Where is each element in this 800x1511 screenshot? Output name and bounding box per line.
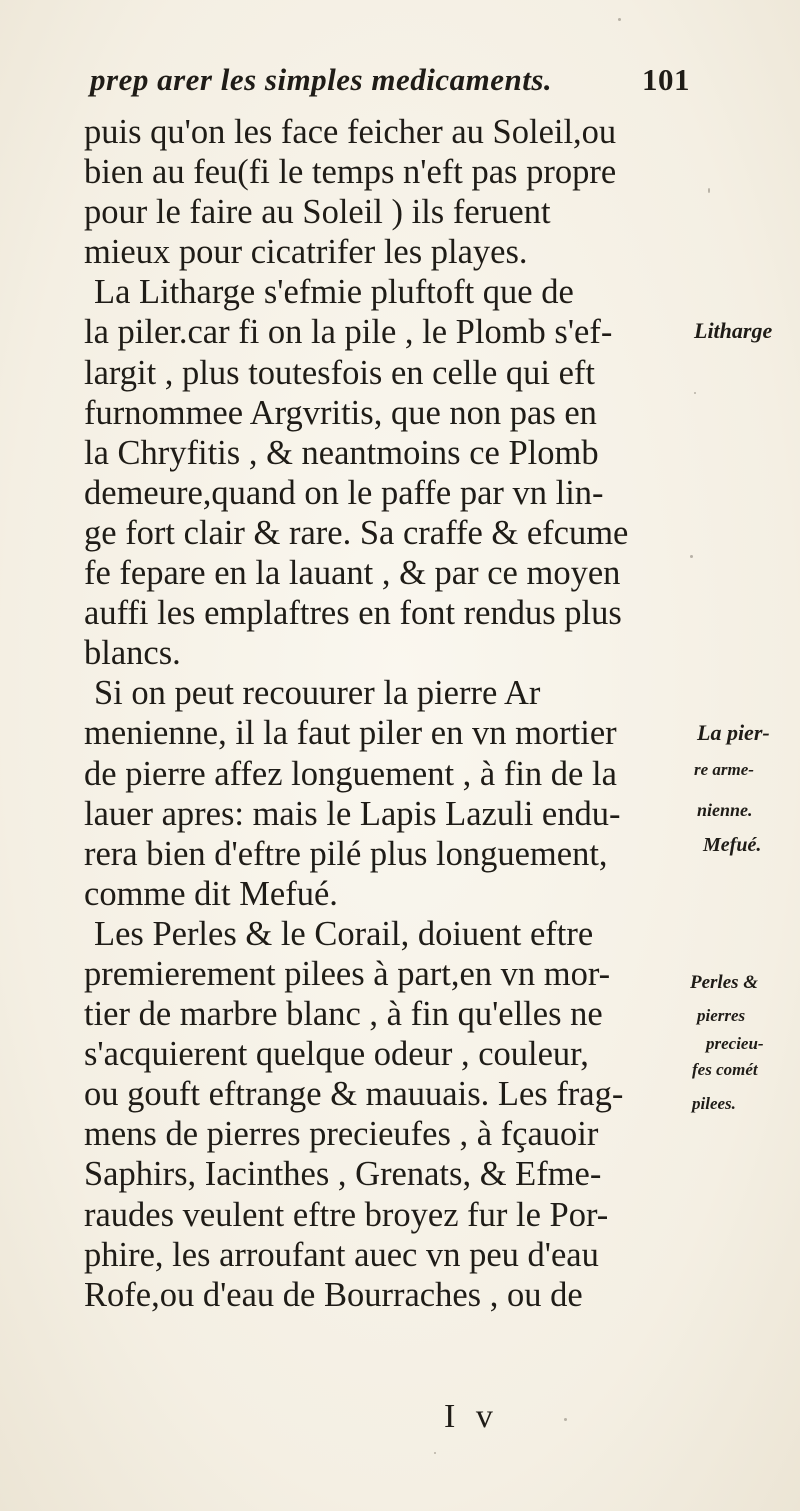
text-line: puis qu'on les face feicher au Soleil,ou xyxy=(84,113,617,151)
text-line: comme dit Mefué. xyxy=(84,874,338,913)
paper-speck xyxy=(690,555,693,558)
margin-note: pilees. xyxy=(692,1094,736,1113)
text-line: Si on peut recouurer la pierre Ar xyxy=(94,674,541,713)
text-line: furnommee Argvritis, que non pas en xyxy=(84,393,597,432)
paper-speck xyxy=(708,188,710,193)
margin-note: Litharge xyxy=(694,318,773,343)
text-line: mieux pour cicatrifer les playes. xyxy=(84,233,528,272)
text-line: lauer apres: mais le Lapis Lazuli endu- xyxy=(84,794,621,833)
text-line: Les Perles & le Corail, doiuent eftre xyxy=(94,914,594,953)
text-line: rera bien d'eftre pilé plus longuement, xyxy=(84,834,608,873)
paper-speck xyxy=(434,1452,436,1454)
text-line: de pierre affez longuement , à fin de la xyxy=(84,754,617,793)
text-line: Rofe,ou d'eau de Bourraches , ou de xyxy=(84,1275,583,1314)
text-line: auffi les emplaftres en font rendus plus xyxy=(84,594,622,633)
text-line: la Chryfitis , & neantmoins ce Plomb xyxy=(84,433,599,472)
text-line: largit , plus toutesfois en celle qui eft xyxy=(84,353,595,392)
paper-speck xyxy=(694,392,696,394)
text-line: s'acquierent quelque odeur , couleur, xyxy=(84,1035,589,1074)
margin-note: re arme- xyxy=(694,760,754,779)
text-line: fe fepare en la lauant , & par ce moyen xyxy=(84,554,621,593)
text-line: pour le faire au Soleil ) ils feruent xyxy=(84,193,551,232)
text-line: mens de pierres precieufes , à fçauoir xyxy=(84,1115,599,1154)
text-line: demeure,quand on le paffe par vn lin- xyxy=(84,473,604,512)
text-line: Saphirs, Iacinthes , Grenats, & Efme- xyxy=(84,1155,602,1194)
text-line: la piler.car fi on la pile , le Plomb s'ef- xyxy=(84,313,613,352)
margin-note: fes comét xyxy=(692,1060,758,1079)
text-line: ge fort clair & rare. Sa craffe & efcume xyxy=(84,513,629,552)
text-line: premierement pilees à part,en vn mor- xyxy=(84,954,611,993)
signature-mark: I v xyxy=(444,1398,499,1435)
margin-note: Perles & xyxy=(690,972,759,993)
text-line: La Litharge s'efmie pluftoft que de xyxy=(94,273,574,312)
margin-note: Mefué. xyxy=(703,834,762,856)
margin-note: La pier- xyxy=(697,720,770,745)
text-line: tier de marbre blanc , à fin qu'elles ne xyxy=(84,995,603,1034)
margin-note: nienne. xyxy=(697,800,753,820)
text-line: menienne, il la faut piler en vn mortier xyxy=(84,714,617,753)
page-number: 101 xyxy=(642,62,690,97)
paper-speck xyxy=(618,18,621,21)
running-title: prep arer les simples medicaments. xyxy=(90,62,553,97)
paper-speck xyxy=(564,1418,567,1421)
text-line: blancs. xyxy=(84,634,181,673)
text-line: raudes veulent eftre broyez fur le Por- xyxy=(84,1195,609,1234)
text-line: phire, les arroufant auec vn peu d'eau xyxy=(84,1235,599,1274)
margin-note: precieu- xyxy=(706,1034,764,1053)
text-line: bien au feu(fi le temps n'eft pas propre xyxy=(84,153,617,192)
margin-note: pierres xyxy=(697,1006,746,1025)
text-line: ou gouft eftrange & mauuais. Les frag- xyxy=(84,1075,624,1114)
